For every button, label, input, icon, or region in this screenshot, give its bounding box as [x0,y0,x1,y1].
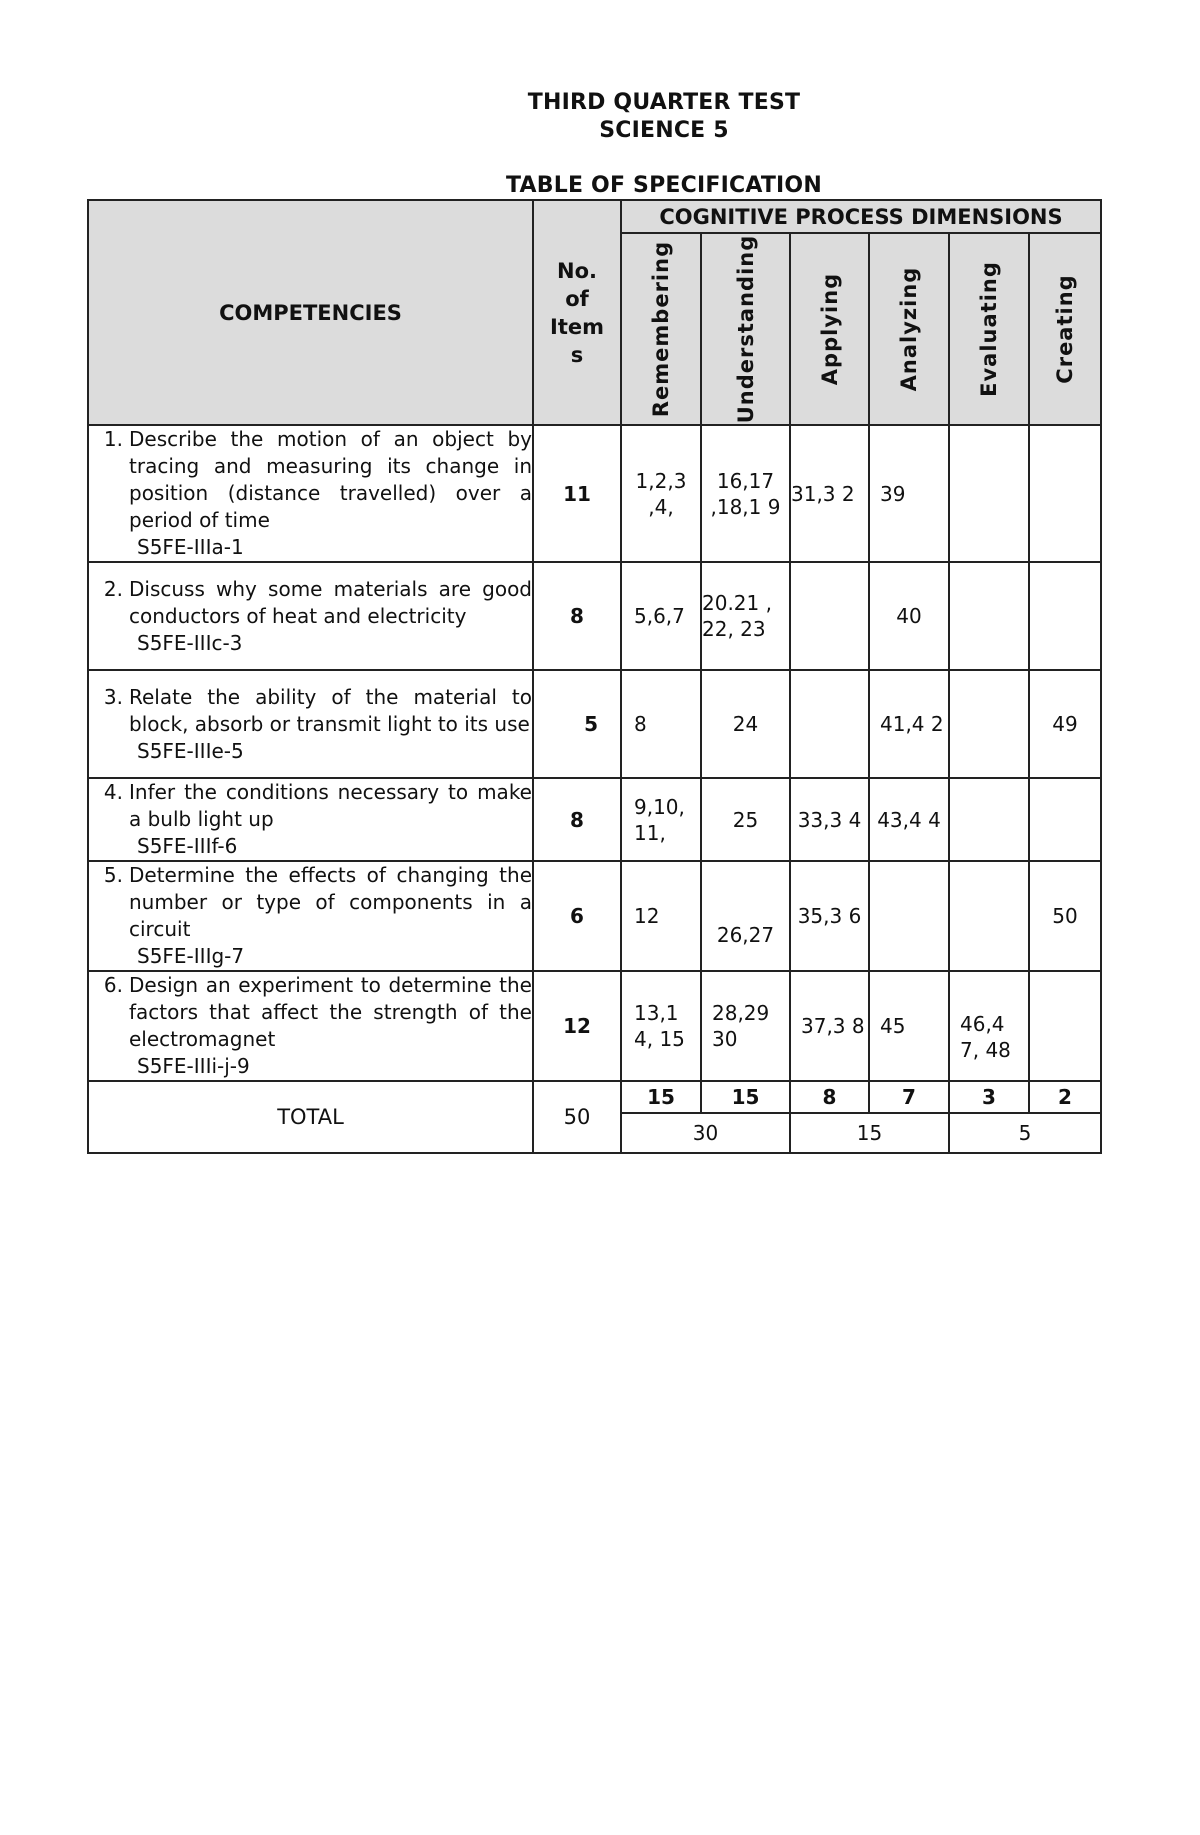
understanding-cell: 24 [701,670,790,778]
items-count: 8 [533,562,621,670]
evaluating-cell [949,425,1029,562]
evaluating-cell [949,670,1029,778]
remembering-cell: 5,6,7 [621,562,701,670]
items-count: 8 [533,778,621,861]
competency-code: S5FE-IIIe-5 [137,738,244,763]
remembering-cell: 8 [621,670,701,778]
applying-cell [790,562,869,670]
competency-code: S5FE-IIIc-3 [137,630,243,655]
competency-number: 3. [103,684,123,709]
remembering-cell: 1,2,3 ,4, [621,425,701,562]
understanding-cell: 26,27 [701,861,790,971]
analyzing-cell [869,861,949,971]
creating-cell: 50 [1029,861,1101,971]
header-no-of-items-label: No. of Item s [550,258,604,367]
competency-code: S5FE-IIIa-1 [137,535,244,559]
understanding-cell: 20.21 , 22, 23 [701,562,790,670]
remembering-cell: 12 [621,861,701,971]
header-evaluating: Evaluating [949,233,1029,425]
header-remembering: Remembering [621,233,701,425]
competency-text: Discuss why some materials are good conductors of heat and electricity [129,576,532,628]
competency-cell [88,971,533,1081]
title-line-1: THIRD QUARTER TEST [527,90,801,115]
grouped-total-lower: 30 [621,1113,790,1153]
competency-cell [88,425,533,562]
table-row [88,778,1101,861]
analyzing-cell: 41,4 2 [869,670,949,778]
competency-code: S5FE-IIIg-7 [137,944,245,968]
analyzing-cell: 43,4 4 [869,778,949,861]
understanding-cell: 16,17 ,18,1 9 [701,425,790,562]
competency-code: S5FE-IIIi-j-9 [137,1054,250,1078]
header-creating: Creating [1029,233,1101,425]
total-row [88,1081,1101,1113]
applying-cell: 37,3 8 [790,971,869,1081]
applying-cell: 31,3 2 [790,425,869,562]
grouped-total-higher: 5 [949,1113,1101,1153]
table-row [88,971,1101,1081]
items-count: 11 [533,425,621,562]
competency-cell [88,562,533,670]
total-understanding: 15 [701,1081,790,1113]
header-no-of-items [533,200,621,425]
total-label: TOTAL [88,1081,533,1153]
total-items: 50 [533,1081,621,1153]
total-analyzing: 7 [869,1081,949,1113]
header-competencies: COMPETENCIES [88,200,533,425]
competency-number: 2. [103,576,123,601]
competency-number: 4. [103,780,123,804]
items-count: 12 [533,971,621,1081]
creating-cell [1029,425,1101,562]
competency-text: Design an experiment to determine the factors that affect the strength of the electromagnet [129,973,532,1051]
analyzing-cell: 39 [869,425,949,562]
table-row [88,562,1101,670]
competency-number: 6. [103,973,123,997]
applying-cell: 35,3 6 [790,861,869,971]
items-count: 5 [533,670,621,778]
table-row [88,670,1101,778]
header-applying: Applying [790,233,869,425]
table-title: TABLE OF SPECIFICATION [506,173,822,198]
total-applying: 8 [790,1081,869,1113]
grouped-total-middle: 15 [790,1113,949,1153]
competency-text: Describe the motion of an object by tracing and measuring its change in position (distance travelled) over a period of time [129,427,532,532]
creating-cell [1029,562,1101,670]
understanding-cell: 28,29 30 [701,971,790,1081]
specification-table [87,199,1102,1154]
evaluating-cell: 46,4 7, 48 [949,971,1029,1081]
creating-cell [1029,971,1101,1081]
table-row [88,861,1101,971]
total-evaluating: 3 [949,1081,1029,1113]
competency-cell [88,670,533,778]
competency-cell [88,861,533,971]
understanding-cell: 25 [701,778,790,861]
competency-number: 5. [103,863,123,887]
competency-cell [88,778,533,861]
competency-number: 1. [103,427,123,451]
header-analyzing: Analyzing [869,233,949,425]
competency-text: Determine the effects of changing the number or type of components in a circuit [129,863,532,941]
remembering-cell: 13,1 4, 15 [621,971,701,1081]
header-cognitive-process-dimensions: COGNITIVE PROCESS DIMENSIONS [621,200,1101,233]
applying-cell [790,670,869,778]
analyzing-cell: 45 [869,971,949,1081]
table-row [88,425,1101,562]
evaluating-cell [949,861,1029,971]
evaluating-cell [949,778,1029,861]
competency-code: S5FE-IIIf-6 [137,834,238,858]
creating-cell: 49 [1029,670,1101,778]
total-creating: 2 [1029,1081,1101,1113]
evaluating-cell [949,562,1029,670]
title-line-2: SCIENCE 5 [599,118,729,143]
remembering-cell: 9,10, 11, [621,778,701,861]
items-count: 6 [533,861,621,971]
competency-text: Infer the conditions necessary to make a bulb light up [129,780,532,831]
total-remembering: 15 [621,1081,701,1113]
applying-cell: 33,3 4 [790,778,869,861]
header-understanding: Understanding [701,233,790,425]
analyzing-cell: 40 [869,562,949,670]
competency-text: Relate the ability of the material to block, absorb or transmit light to its use [129,684,532,736]
creating-cell [1029,778,1101,861]
